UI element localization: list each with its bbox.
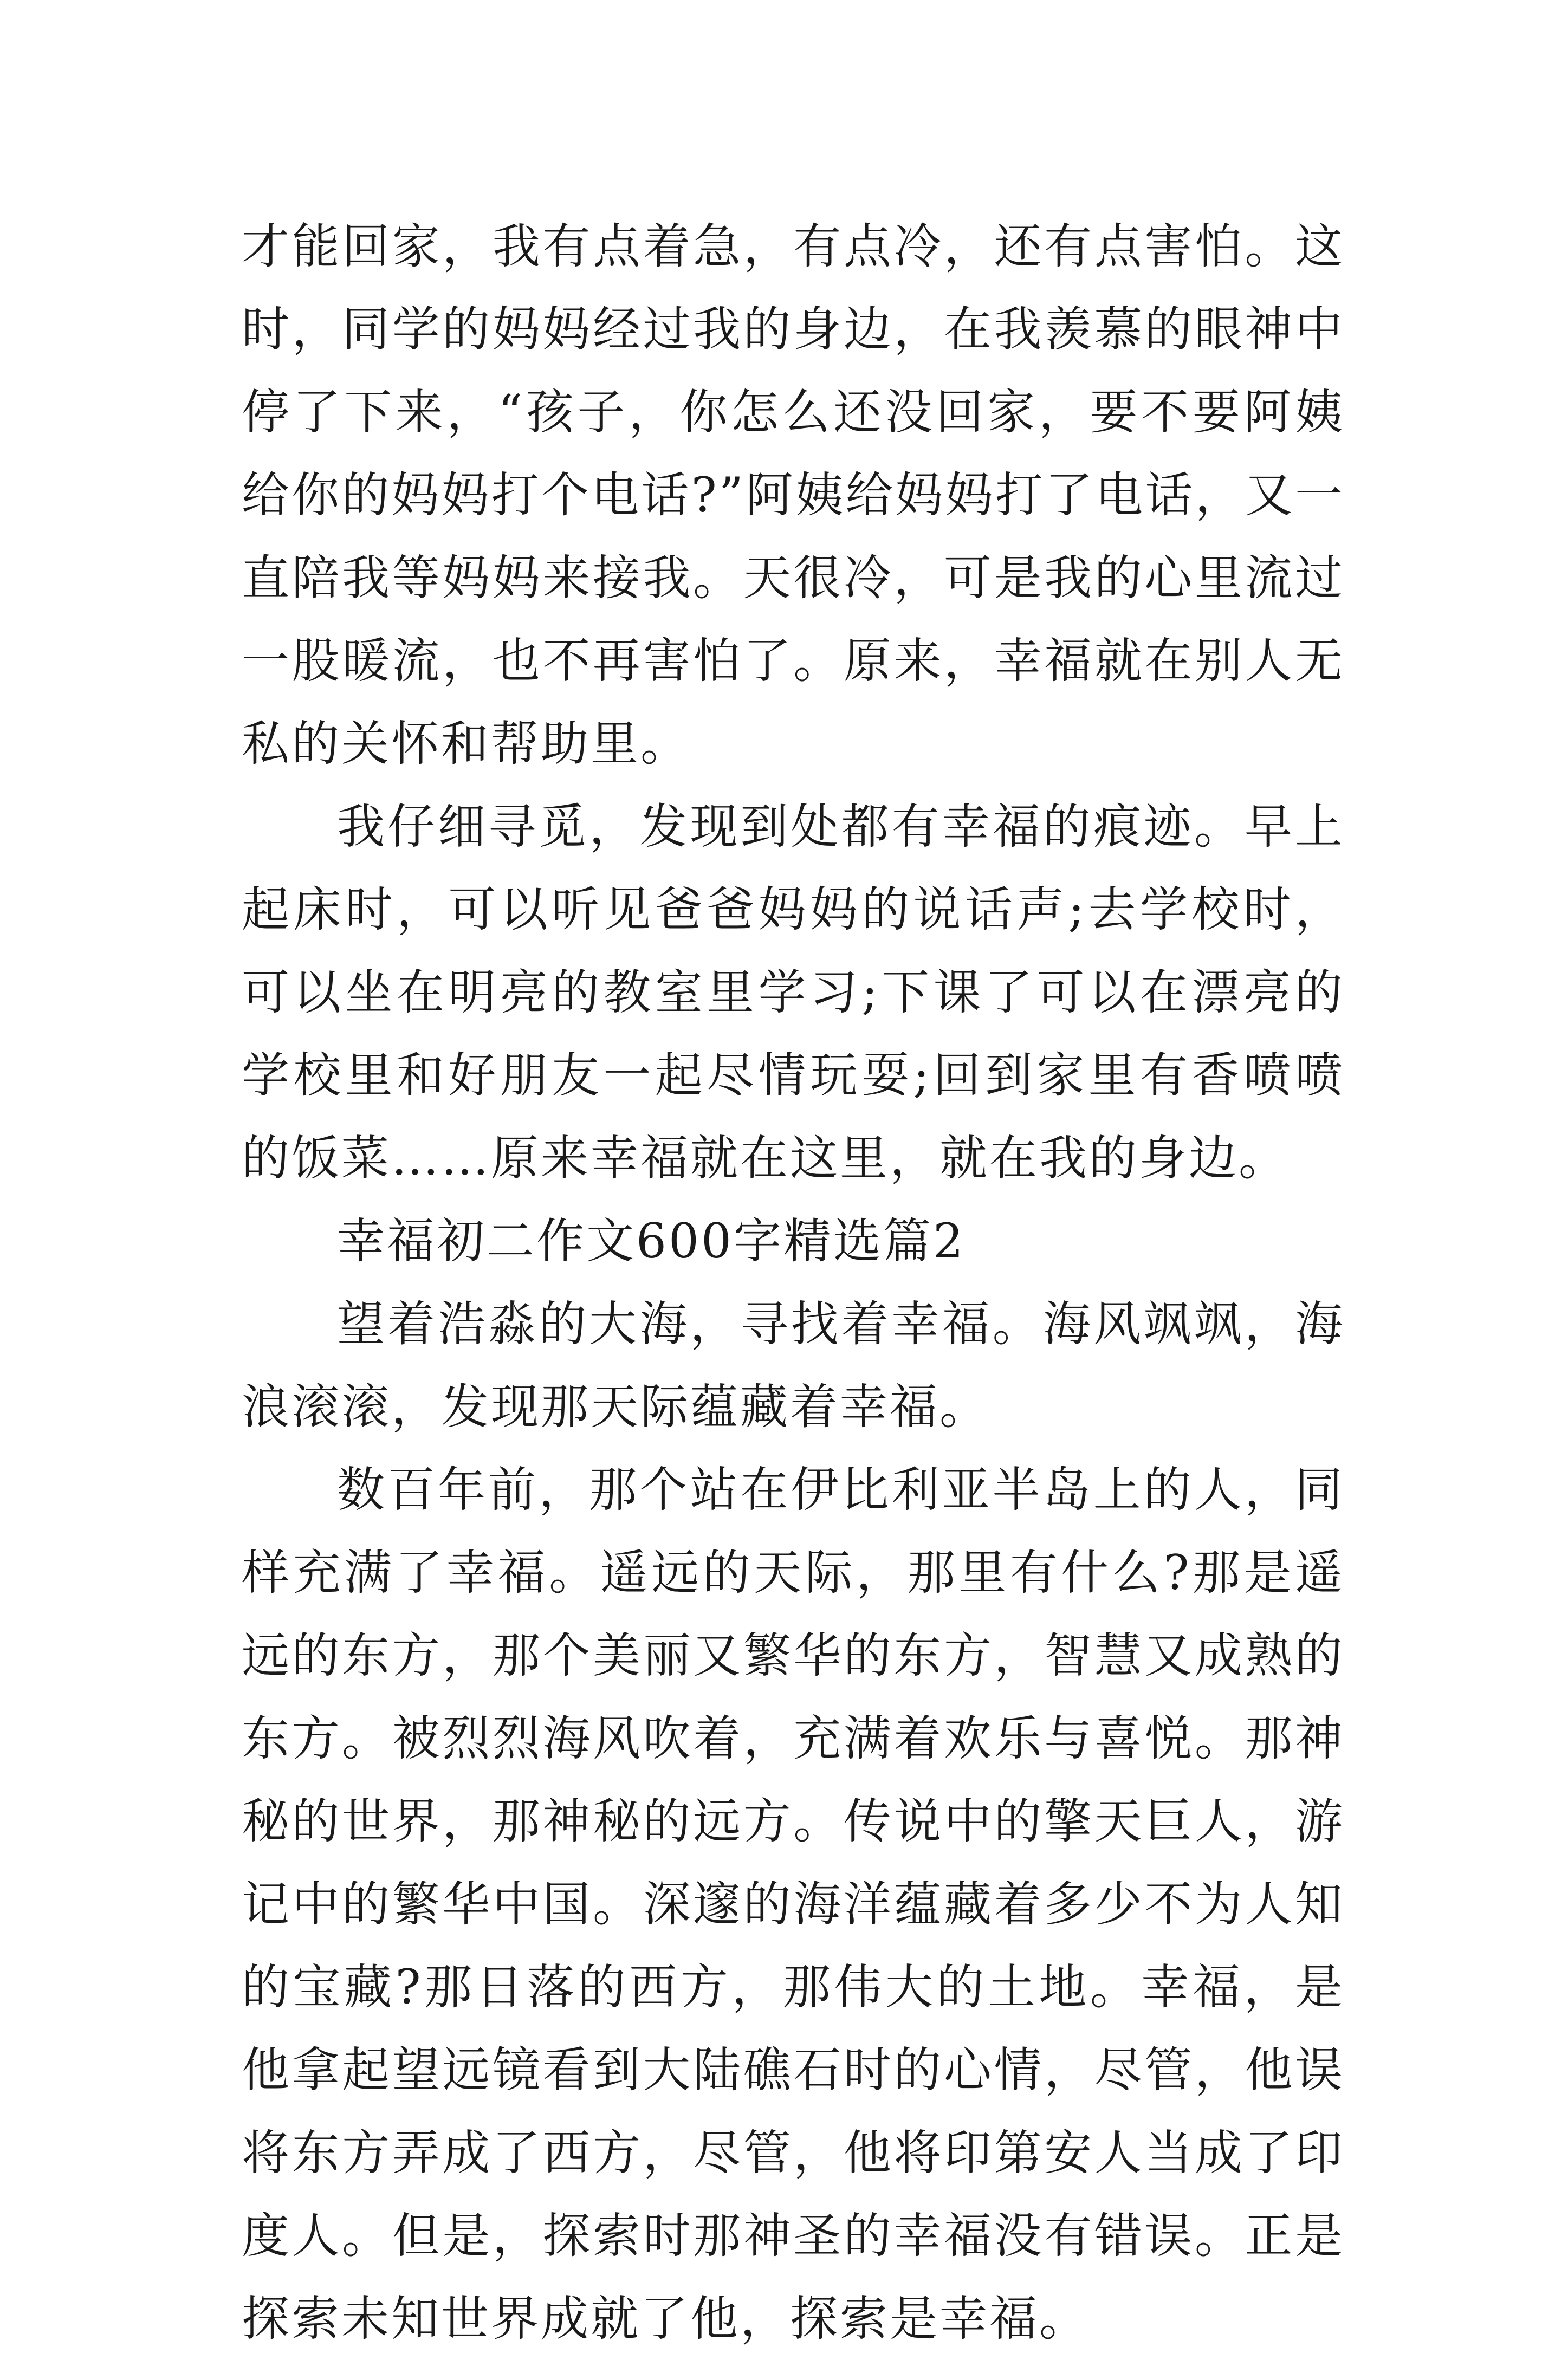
paragraph-continued: 才能回家，我有点着急，有点冷，还有点害怕。这时，同学的妈妈经过我的身边，在我羡慕的眼神中停了下来，“孩子，你怎么还没回家，要不要阿姨给你的妈妈打个电话?”阿姨给妈妈打了电话，又一直陪我等妈妈来接我。天很冷，可是我的心里流过一股暖流，也不再害怕了。原来，幸福就在别人无私的关怀和帮助里。 — [242, 218, 1345, 771]
paragraph-searching-happiness: 我仔细寻觅，发现到处都有幸福的痕迹。早上起床时，可以听见爸爸妈妈的说话声;去学校时，可以坐在明亮的教室里学习;下课了可以在漂亮的学校里和好朋友一起尽情玩耍;回到家里有香喷喷的饭菜……原来幸福就在这里，就在我的身边。 — [242, 799, 1345, 1186]
paragraph-explorer: 数百年前，那个站在伊比利亚半岛上的人，同样充满了幸福。遥远的天际，那里有什么?那是遥远的东方，那个美丽又繁华的东方，智慧又成熟的东方。被烈烈海风吹着，充满着欢乐与喜悦。那神秘的世界，那神秘的远方。传说中的擎天巨人，游记中的繁华中国。深邃的海洋蕴藏着多少不为人知的宝藏?那日落的西方，那伟大的土地。幸福，是他拿起望远镜看到大陆礁石时的心情，尽管，他误将东方弄成了西方，尽管，他将印第安人当成了印度人。但是，探索时那神圣的幸福没有错误。正是探索未知世界成就了他，探索是幸福。 — [242, 1462, 1345, 2346]
section-heading: 幸福初二作文600字精选篇2 — [337, 1213, 966, 1269]
document-body — [242, 205, 1345, 2360]
paragraph-sea: 望着浩淼的大海，寻找着幸福。海风飒飒，海浪滚滚，发现那天际蕴藏着幸福。 — [242, 1296, 1345, 1435]
